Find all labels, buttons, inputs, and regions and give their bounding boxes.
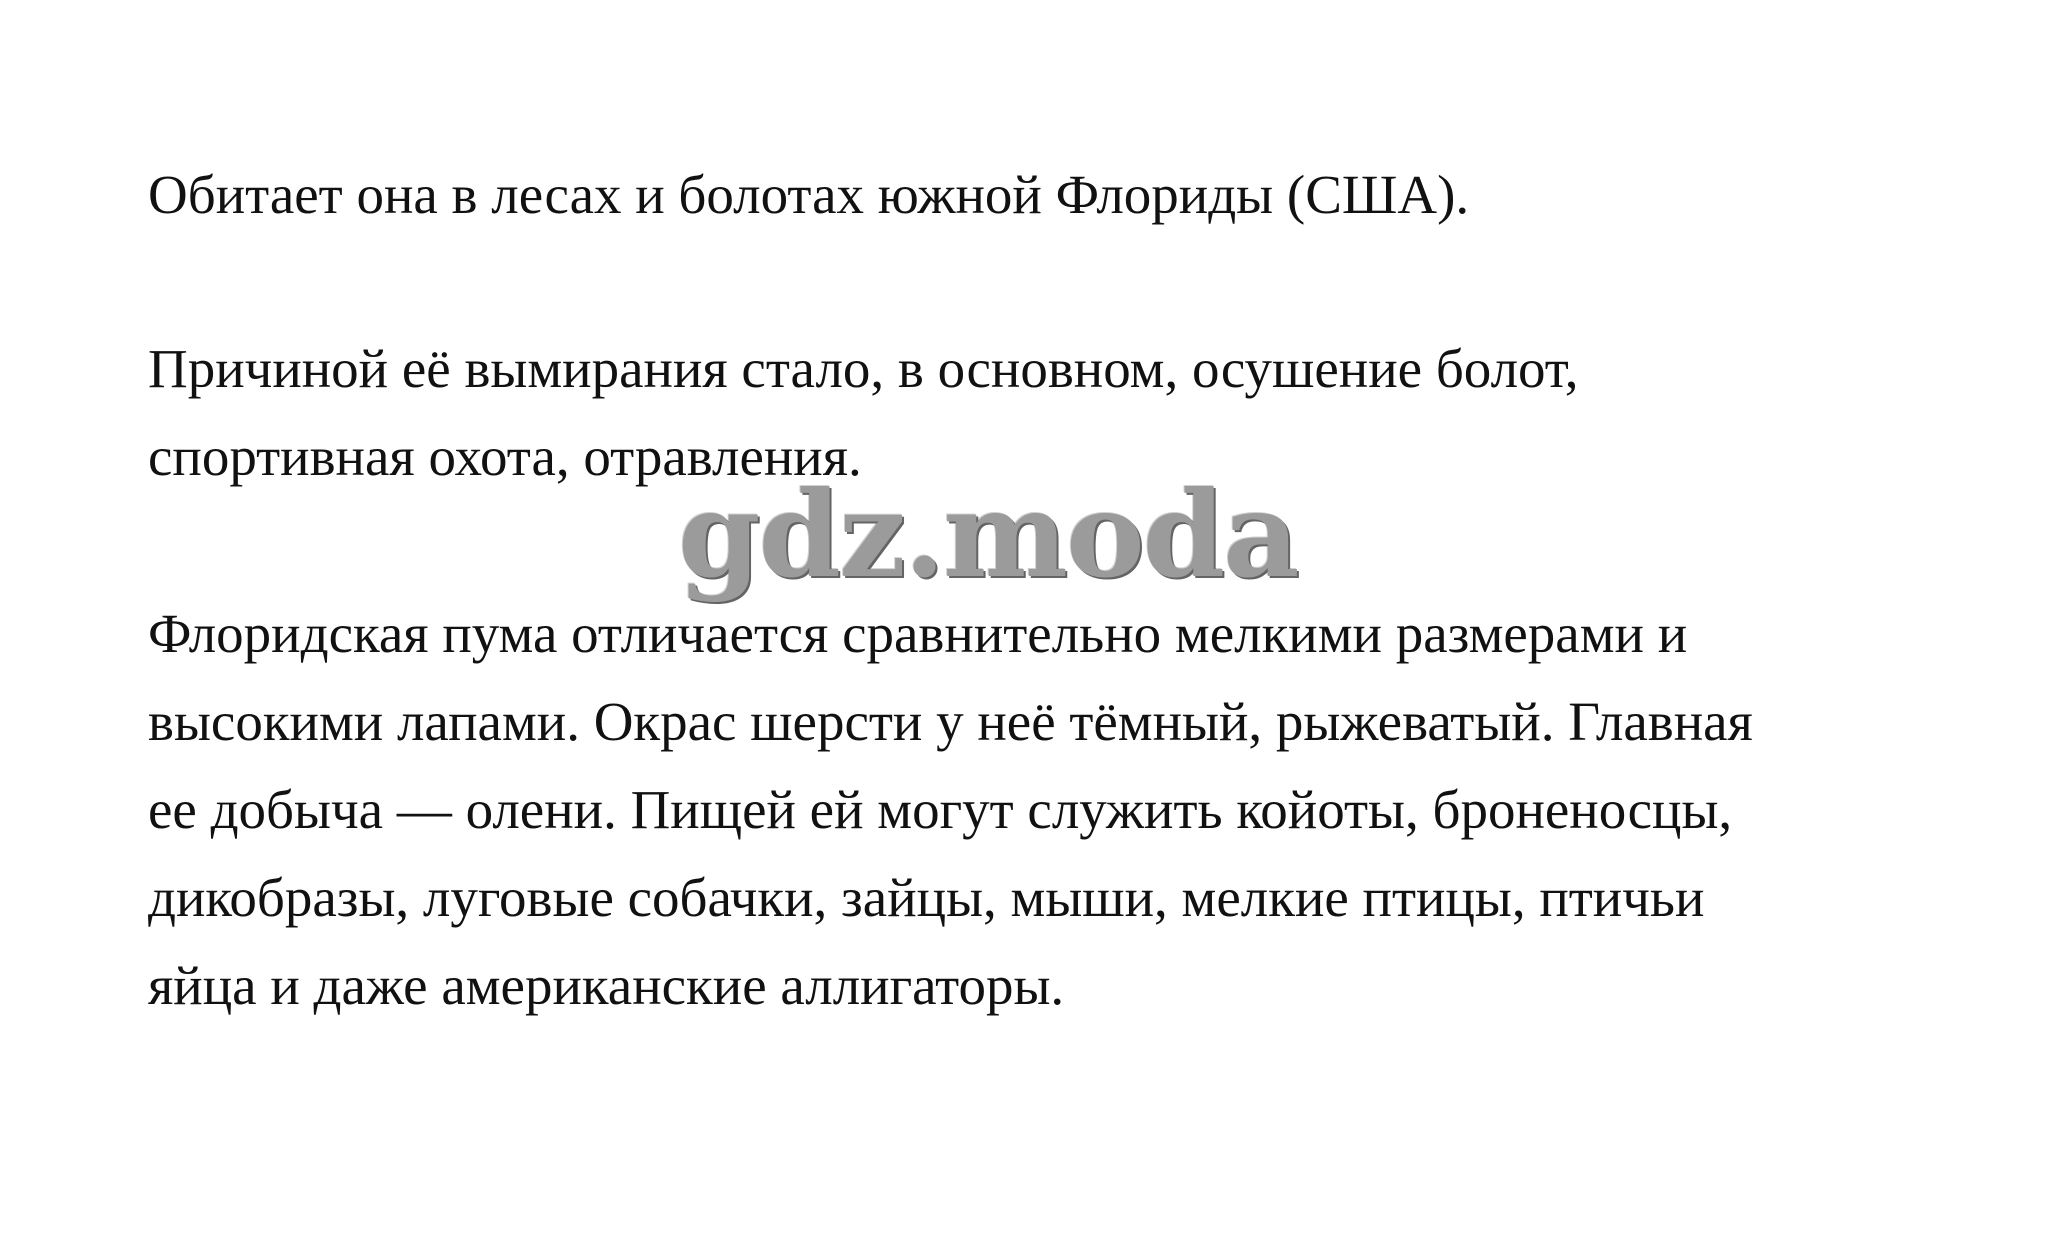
text-line: Причиной её вымирания стало, в основном, осушение болот, bbox=[148, 338, 1579, 399]
paragraph-description bbox=[148, 590, 1948, 1030]
text-line: Флоридская пума отличается сравнительно мелкими размерами и bbox=[148, 603, 1688, 664]
text-line: высокими лапами. Окрас шерсти у неё тёмный, рыжеватый. Главная bbox=[148, 691, 1753, 752]
text-line: дикобразы, луговые собачки, зайцы, мыши, мелкие птицы, птичьи bbox=[148, 867, 1705, 928]
text-line: спортивная охота, отравления. bbox=[148, 426, 862, 487]
paragraph-habitat bbox=[148, 151, 1948, 239]
text-line: яйца и даже американские аллигаторы. bbox=[148, 955, 1065, 1016]
text-line: ее добыча — олени. Пищей ей могут служить койоты, броненосцы, bbox=[148, 779, 1733, 840]
text-line: Обитает она в лесах и болотах южной Флориды (США). bbox=[148, 164, 1470, 225]
watermark: gdz.moda bbox=[678, 465, 1298, 604]
